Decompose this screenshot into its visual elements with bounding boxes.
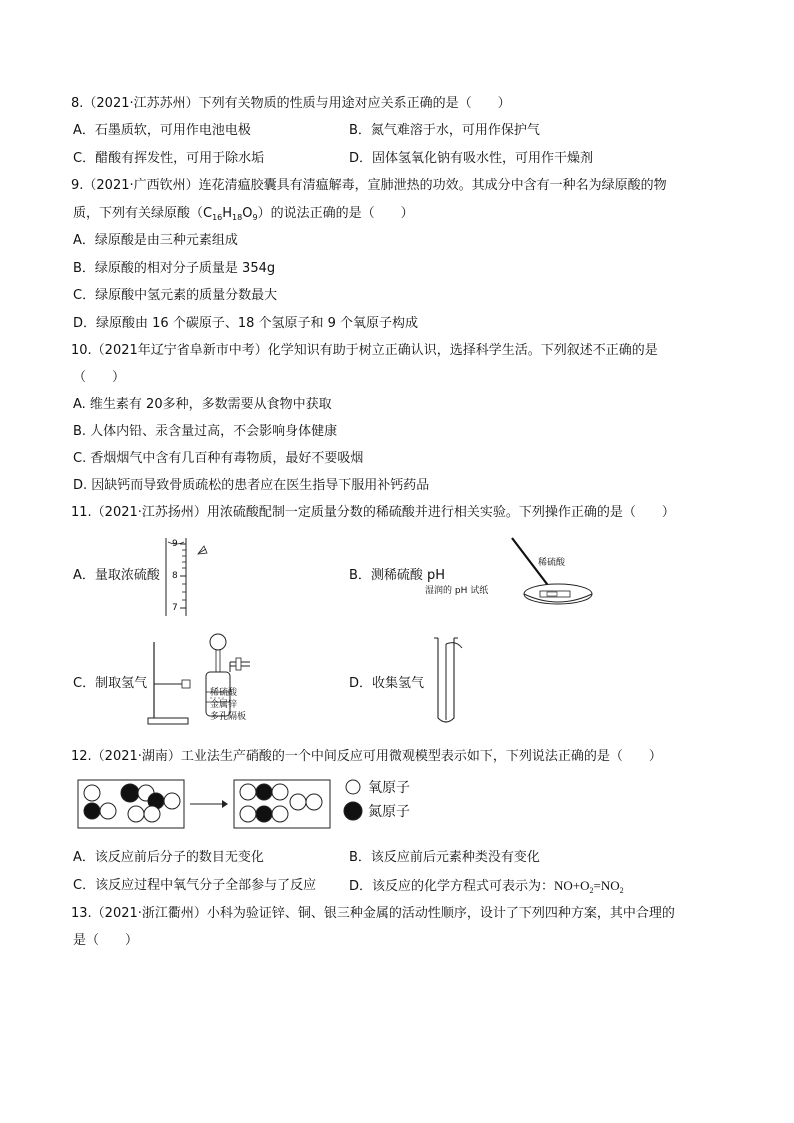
- question-8-option-c: C．醋酸有挥发性，可用于除水垢: [73, 151, 265, 166]
- question-9-option-c: C．绿原酸中氢元素的质量分数最大: [73, 288, 278, 303]
- question-10-stem-line2: （ ）: [73, 370, 126, 385]
- cylinder-tick-9: 9: [172, 539, 178, 549]
- oxygen-atom-legend-icon: [344, 778, 362, 796]
- question-13-stem-line1: 13.（2021·浙江衢州）小科为验证锌、铜、银三种金属的活动性顺序，设计了下列四种方案，其中合理的: [71, 906, 675, 921]
- question-9-stem-line1: 9.（2021·广西钦州）连花清瘟胶囊具有清瘟解毒，宣肺泄热的功效。其成分中含有一种名为绿原酸的物: [71, 178, 667, 193]
- question-9-stem-line2: 质，下列有关绿原酸$(C_{16}H_{18}O_9)$的说法正确的是（ ）: [73, 206, 414, 222]
- question-8-option-d: D．固体氢氧化钠有吸水性，可用作干燥剂: [349, 151, 594, 166]
- graduated-cylinder-figure: [158, 536, 218, 618]
- cylinder-tick-7: 7: [172, 603, 178, 613]
- test-tube-figure: [428, 636, 468, 728]
- question-8-option-b: B．氮气难溶于水，可用作保护气: [349, 123, 540, 138]
- apparatus-acid-label: 稀硫酸: [210, 688, 238, 698]
- question-10-stem-line1: 10.（2021年辽宁省阜新市中考）化学知识有助于树立正确认识，选择科学生活。下列叙述不正确的是: [71, 343, 658, 358]
- question-12-stem: 12.（2021·湖南）工业法生产硝酸的一个中间反应可用微观模型表示如下，下列说法正确的是（ ）: [71, 749, 662, 764]
- question-11-option-a: A．量取浓硫酸: [73, 568, 160, 583]
- question-10-option-c: C. 香烟烟气中含有几百种有毒物质，最好不要吸烟: [73, 451, 364, 466]
- question-9-option-a: A．绿原酸是由三种元素组成: [73, 233, 238, 248]
- question-11-option-b: B．测稀硫酸 pH: [349, 568, 446, 583]
- question-12-option-d: D．该反应的化学方程式可表示为：$NO+O_2=NO_2$: [349, 878, 624, 895]
- oxygen-atom-legend-label: 氧原子: [368, 780, 410, 796]
- ph-acid-label: 稀硫酸: [538, 558, 566, 568]
- nitrogen-atom-legend-label: 氮原子: [368, 804, 410, 820]
- cylinder-tick-8: 8: [172, 571, 178, 581]
- question-9-option-b: B．绿原酸的相对分子质量是 354g: [73, 261, 276, 276]
- question-12-option-a: A．该反应前后分子的数目无变化: [73, 850, 264, 865]
- chemical-equation: $NO+O_2=NO_2$: [554, 878, 624, 895]
- question-13-stem-line2: 是（ ）: [73, 933, 139, 948]
- apparatus-metal-label: 金属锌: [210, 700, 238, 710]
- question-11-option-c: C．制取氢气: [73, 676, 148, 691]
- question-10-option-a: A. 维生素有 20多种，多数需要从食物中获取: [73, 397, 332, 412]
- question-10-option-b: B. 人体内铅、汞含量过高，不会影响身体健康: [73, 424, 338, 439]
- question-8-stem: 8.（2021·江苏苏州）下列有关物质的性质与用途对应关系正确的是（ ）: [71, 96, 511, 111]
- apparatus-plate-label: 多孔隔板: [210, 712, 247, 722]
- ph-paper-label: 湿润的 pH 试纸: [425, 586, 489, 596]
- nitrogen-atom-legend-icon: [343, 801, 363, 821]
- question-11-stem: 11.（2021·江苏扬州）用浓硫酸配制一定质量分数的稀硫酸并进行相关实验。下列操作正确的是（ ）: [71, 505, 675, 520]
- question-10-option-d: D. 因缺钙而导致骨质疏松的患者应在医生指导下服用补钙药品: [73, 478, 430, 493]
- question-12-option-b: B．该反应前后元素种类没有变化: [349, 850, 540, 865]
- question-11-option-d: D．收集氢气: [349, 676, 425, 691]
- question-8-option-a: A．石墨质软，可用作电池电极: [73, 123, 251, 138]
- question-12-option-c: C．该反应过程中氧气分子全部参与了反应: [73, 878, 317, 893]
- molecular-model-figure: [76, 778, 336, 832]
- question-9-option-d: D．绿原酸由 16 个碳原子、18 个氢原子和 9 个氧原子构成: [73, 316, 419, 331]
- ph-test-figure: [510, 536, 620, 606]
